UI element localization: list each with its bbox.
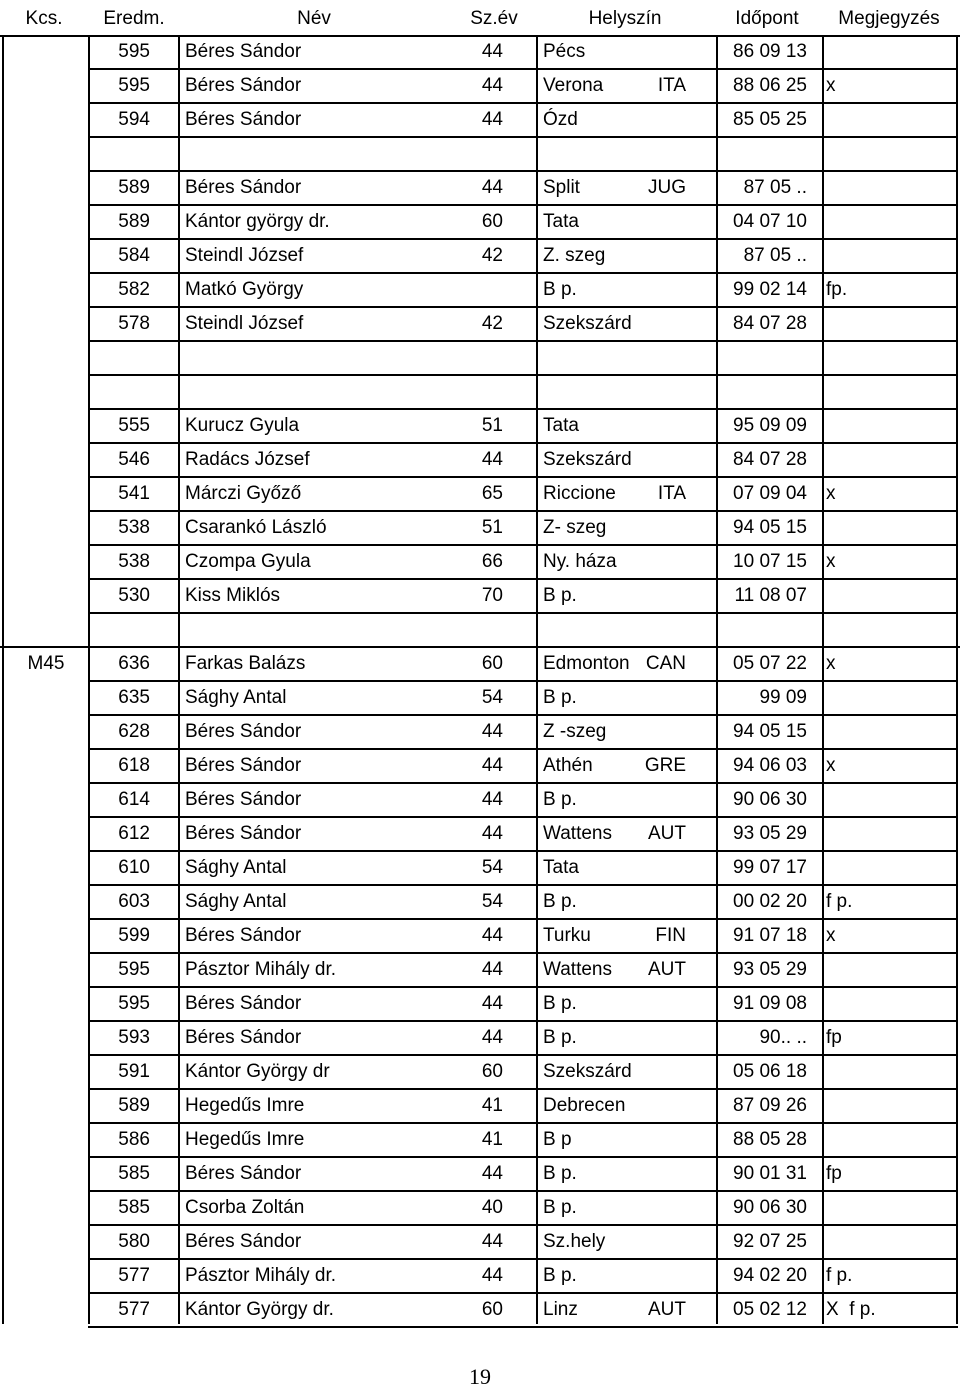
column-rule [822,35,824,1324]
cell-eredm: 595 [118,959,150,980]
header-kcs: Kcs. [25,8,63,29]
cell-helyszin: B p. [543,585,577,606]
cell-idopont: 99 07 17 [733,857,807,878]
table-row [0,1021,960,1055]
table-row [0,851,960,885]
cell-orszag: CAN [645,653,686,674]
row-rule [88,340,958,342]
cell-eredm: 614 [118,789,150,810]
cell-szev: 54 [481,687,503,708]
cell-idopont: 84 07 28 [733,313,807,334]
cell-idopont: 90 01 31 [733,1163,807,1184]
cell-nev: Kurucz Gyula [185,415,300,436]
cell-eredm: 595 [118,993,150,1014]
cell-helyszin: Z- szeg [543,517,607,538]
table-row [0,205,960,239]
cell-szev: 60 [481,1299,503,1320]
cell-idopont: 88 06 25 [733,75,807,96]
cell-nev: Radács József [185,449,310,470]
cell-helyszin: Verona [543,75,604,96]
cell-helyszin: B p. [543,687,577,708]
cell-szev: 51 [481,517,503,538]
row-rule [88,476,958,478]
cell-megj: x [826,483,836,504]
cell-idopont: 88 05 28 [733,1129,807,1150]
cell-idopont: 99 02 14 [733,279,807,300]
cell-idopont: 05 02 12 [733,1299,807,1320]
column-rule [956,35,958,1324]
table-row [0,919,960,953]
cell-helyszin: B p. [543,1265,577,1286]
cell-eredm: 586 [118,1129,150,1150]
cell-nev: Béres Sándor [185,1027,302,1048]
cell-helyszin: Split [543,177,580,198]
table-row [0,783,960,817]
header-rule [0,35,960,37]
cell-idopont: 92 07 25 [733,1231,807,1252]
cell-nev: Béres Sándor [185,925,302,946]
cell-idopont: 85 05 25 [733,109,807,130]
cell-nev: Sághy Antal [185,857,287,878]
cell-nev: Béres Sándor [185,755,302,776]
cell-idopont: 11 08 07 [734,585,807,606]
table-row [0,987,960,1021]
cell-helyszin: Z -szeg [543,721,607,742]
column-rule [2,35,4,1324]
cell-idopont: 10 07 15 [733,551,807,572]
cell-orszag: ITA [657,75,686,96]
cell-szev: 51 [481,415,503,436]
cell-nev: Béres Sándor [185,721,302,742]
cell-idopont: 94 02 20 [733,1265,807,1286]
cell-megj: x [826,551,836,572]
cell-eredm: 530 [118,585,150,606]
cell-helyszin: Z. szeg [543,245,606,266]
cell-szev: 54 [481,857,503,878]
cell-idopont: 86 09 13 [733,41,807,62]
cell-megj: x [826,75,836,96]
cell-nev: Hegedűs Imre [185,1095,305,1116]
row-rule [88,442,958,444]
header-megjegyzes: Megjegyzés [838,8,940,29]
table-row [0,1089,960,1123]
table-row [0,579,960,613]
cell-helyszin: Szekszárd [543,449,632,470]
cell-helyszin: Turku [543,925,591,946]
table-row [0,511,960,545]
table-row [0,1259,960,1293]
table-row [0,1157,960,1191]
cell-megj: x [826,755,836,776]
column-rule [536,35,538,1324]
row-rule [0,646,960,648]
cell-eredm: 610 [118,857,150,878]
cell-szev: 44 [481,41,503,62]
cell-szev: 41 [481,1129,503,1150]
cell-megj: X f p. [826,1299,876,1320]
row-rule [88,1190,958,1192]
cell-nev: Béres Sándor [185,41,302,62]
cell-eredm: 577 [118,1265,150,1286]
cell-helyszin: B p. [543,279,577,300]
table-row [0,103,960,137]
cell-helyszin: B p. [543,993,577,1014]
header-helyszin: Helyszín [588,8,662,29]
table-row [0,35,960,69]
cell-idopont: 90 06 30 [733,1197,807,1218]
row-rule [88,510,958,512]
cell-orszag: AUT [648,823,686,844]
cell-szev: 60 [481,211,503,232]
cell-helyszin: B p. [543,789,577,810]
cell-eredm: 589 [118,177,150,198]
cell-szev: 60 [481,653,503,674]
cell-idopont: 91 09 08 [733,993,807,1014]
row-rule [88,136,958,138]
table-row [0,1055,960,1089]
cell-helyszin: B p. [543,1163,577,1184]
cell-idopont: 94 05 15 [733,721,807,742]
table-row [0,885,960,919]
cell-helyszin: Sz.hely [543,1231,606,1252]
cell-szev: 44 [481,925,503,946]
cell-nev: Matkó György [185,279,304,300]
cell-nev: Kántor György dr [185,1061,330,1082]
cell-szev: 70 [481,585,503,606]
table-row [0,239,960,273]
cell-nev: Béres Sándor [185,823,302,844]
cell-orszag: ITA [657,483,686,504]
cell-helyszin: Edmonton [543,653,630,674]
cell-eredm: 541 [118,483,150,504]
cell-szev: 44 [481,1265,503,1286]
table-row [0,443,960,477]
cell-nev: Steindl József [185,245,304,266]
cell-eredm: 585 [118,1163,150,1184]
cell-nev: Steindl József [185,313,304,334]
cell-eredm: 593 [118,1027,150,1048]
cell-szev: 60 [481,1061,503,1082]
table-row [0,341,960,375]
cell-idopont: 91 07 18 [733,925,807,946]
row-rule [88,68,958,70]
cell-nev: Kántor György dr. [185,1299,334,1320]
cell-orszag: FIN [655,925,686,946]
row-rule [88,1020,958,1022]
row-rule [88,850,958,852]
row-rule [88,1292,958,1294]
cell-eredm: 585 [118,1197,150,1218]
cell-idopont: 05 06 18 [733,1061,807,1082]
cell-szev: 44 [481,449,503,470]
cell-eredm: 555 [118,415,150,436]
cell-helyszin: Szekszárd [543,1061,632,1082]
cell-nev: Béres Sándor [185,993,302,1014]
row-rule [88,884,958,886]
cell-eredm: 591 [118,1061,150,1082]
cell-szev: 44 [481,755,503,776]
cell-helyszin: B p [543,1129,572,1150]
cell-helyszin: Linz [543,1299,578,1320]
cell-megj: f p. [826,891,853,912]
cell-szev: 44 [481,721,503,742]
header-szev: Sz.év [470,8,518,29]
cell-nev: Béres Sándor [185,1163,302,1184]
column-rule [178,35,180,1324]
row-rule [88,1156,958,1158]
cell-szev: 44 [481,177,503,198]
cell-idopont: 99 09 [759,687,807,708]
cell-eredm: 589 [118,1095,150,1116]
cell-nev: Csarankó László [185,517,327,538]
cell-megj: x [826,925,836,946]
cell-nev: Sághy Antal [185,891,287,912]
table-row [0,613,960,647]
cell-szev: 41 [481,1095,503,1116]
header-nev: Név [297,8,331,29]
cell-helyszin: Tata [543,415,579,436]
cell-nev: Csorba Zoltán [185,1197,305,1218]
cell-eredm: 546 [118,449,150,470]
row-rule [88,1088,958,1090]
table-row [0,681,960,715]
table-row [0,817,960,851]
cell-eredm: 635 [118,687,150,708]
table-row [0,1191,960,1225]
table-row [0,69,960,103]
table-row [0,137,960,171]
cell-megj: f p. [826,1265,853,1286]
row-rule [88,612,958,614]
page-number: 19 [469,1364,491,1389]
header-idopont: Időpont [735,8,799,29]
cell-megj: x [826,653,836,674]
row-rule [88,374,958,376]
row-rule [88,408,958,410]
cell-nev: Sághy Antal [185,687,287,708]
cell-orszag: GRE [644,755,686,776]
cell-helyszin: Debrecen [543,1095,626,1116]
table-row [0,953,960,987]
table-row [0,409,960,443]
cell-idopont: 04 07 10 [733,211,807,232]
row-rule [88,816,958,818]
cell-idopont: 95 09 09 [733,415,807,436]
table-row [0,1225,960,1259]
cell-nev: Kiss Miklós [185,585,281,606]
cell-eredm: 612 [118,823,150,844]
row-rule [88,272,958,274]
table-row [0,1123,960,1157]
cell-idopont: 87 05 .. [743,177,807,198]
cell-idopont: 07 09 04 [733,483,807,504]
cell-idopont: 87 05 .. [743,245,807,266]
cell-eredm: 589 [118,211,150,232]
cell-idopont: 87 09 26 [733,1095,807,1116]
table-row [0,545,960,579]
cell-szev: 40 [481,1197,503,1218]
row-rule [88,1122,958,1124]
row-rule [88,204,958,206]
table-row [0,647,960,681]
cell-idopont: 84 07 28 [733,449,807,470]
cell-orszag: AUT [648,959,686,980]
cell-helyszin: Ny. háza [543,551,617,572]
cell-nev: Czompa Gyula [185,551,311,572]
cell-idopont: 94 06 03 [733,755,807,776]
table-row [0,171,960,205]
cell-eredm: 582 [118,279,150,300]
cell-nev: Béres Sándor [185,177,302,198]
cell-eredm: 603 [118,891,150,912]
table-row [0,749,960,783]
cell-szev: 44 [481,75,503,96]
cell-szev: 44 [481,1027,503,1048]
table-row [0,1293,960,1327]
cell-nev: Béres Sándor [185,1231,302,1252]
cell-idopont: 93 05 29 [733,959,807,980]
cell-nev: Pásztor Mihály dr. [185,1265,336,1286]
row-rule [88,102,958,104]
row-rule [88,680,958,682]
cell-idopont: 00 02 20 [733,891,807,912]
cell-helyszin: B p. [543,1197,577,1218]
cell-helyszin: Tata [543,211,579,232]
cell-nev: Béres Sándor [185,75,302,96]
cell-helyszin: Wattens [543,823,612,844]
cell-eredm: 538 [118,551,150,572]
row-rule [88,918,958,920]
row-rule [88,306,958,308]
table-row [0,307,960,341]
row-rule [88,748,958,750]
cell-eredm: 628 [118,721,150,742]
cell-kcs: M45 [27,653,65,674]
cell-helyszin: Wattens [543,959,612,980]
cell-szev: 44 [481,109,503,130]
cell-idopont: 05 07 22 [733,653,807,674]
row-rule [88,1326,958,1328]
cell-megj: fp. [826,279,848,300]
cell-orszag: AUT [648,1299,686,1320]
cell-szev: 44 [481,1163,503,1184]
cell-eredm: 636 [118,653,150,674]
cell-nev: Béres Sándor [185,789,302,810]
cell-eredm: 577 [118,1299,150,1320]
cell-megj: fp [826,1163,842,1184]
row-rule [88,1224,958,1226]
cell-eredm: 578 [118,313,150,334]
cell-helyszin: Riccione [543,483,616,504]
table-row [0,715,960,749]
cell-helyszin: B p. [543,1027,577,1048]
cell-szev: 42 [481,313,503,334]
cell-szev: 66 [481,551,503,572]
column-rule [716,35,718,1324]
cell-helyszin: Tata [543,857,579,878]
cell-helyszin: Pécs [543,41,586,62]
cell-eredm: 538 [118,517,150,538]
cell-idopont: 90 06 30 [733,789,807,810]
cell-nev: Pásztor Mihály dr. [185,959,336,980]
row-rule [88,1258,958,1260]
cell-eredm: 599 [118,925,150,946]
cell-szev: 65 [481,483,503,504]
cell-helyszin: B p. [543,891,577,912]
cell-nev: Béres Sándor [185,109,302,130]
row-rule [88,238,958,240]
header-eredm: Eredm. [103,8,165,29]
row-rule [88,544,958,546]
cell-nev: Hegedűs Imre [185,1129,305,1150]
row-rule [88,578,958,580]
header-row [0,2,960,36]
row-rule [88,170,958,172]
row-rule [88,1054,958,1056]
row-rule [88,986,958,988]
cell-eredm: 595 [118,41,150,62]
table-row [0,375,960,409]
cell-nev: Farkas Balázs [185,653,306,674]
row-rule [88,714,958,716]
cell-szev: 54 [481,891,503,912]
cell-idopont: 93 05 29 [733,823,807,844]
cell-eredm: 580 [118,1231,150,1252]
cell-nev: Kántor györgy dr. [185,211,330,232]
cell-szev: 44 [481,823,503,844]
cell-orszag: JUG [648,177,686,198]
cell-helyszin: Ózd [543,109,578,130]
table-row [0,273,960,307]
cell-eredm: 584 [118,245,150,266]
cell-eredm: 594 [118,109,150,130]
cell-idopont: 94 05 15 [733,517,807,538]
cell-szev: 42 [481,245,503,266]
column-rule [88,35,90,1324]
row-rule [88,952,958,954]
cell-idopont: 90.. .. [759,1027,807,1048]
table-row [0,477,960,511]
cell-eredm: 595 [118,75,150,96]
cell-megj: fp [826,1027,842,1048]
cell-helyszin: Athén [543,755,593,776]
cell-nev: Márczi Győző [185,483,302,504]
cell-szev: 44 [481,959,503,980]
cell-szev: 44 [481,789,503,810]
cell-eredm: 618 [118,755,150,776]
cell-szev: 44 [481,1231,503,1252]
row-rule [88,782,958,784]
cell-helyszin: Szekszárd [543,313,632,334]
cell-szev: 44 [481,993,503,1014]
